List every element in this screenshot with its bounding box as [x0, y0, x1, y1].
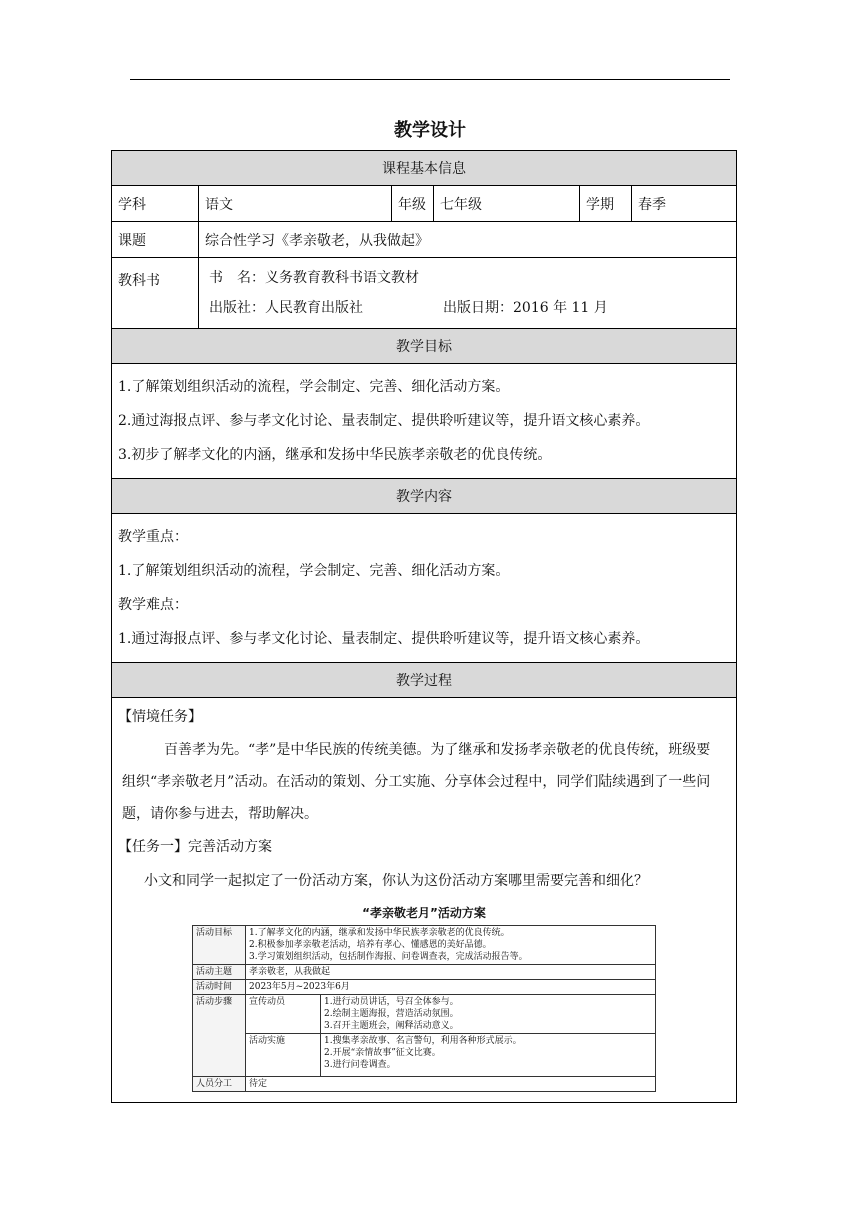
plan-theme-value: 孝亲敬老，从我做起 [246, 965, 656, 980]
plan-staff-value: 待定 [246, 1077, 656, 1092]
publisher-line [209, 293, 608, 323]
activity-plan-title: “孝亲敬老月”活动方案 [362, 906, 486, 920]
section-header-goals: 教学目标 [112, 329, 736, 363]
section-header-process: 教学过程 [112, 663, 736, 697]
plan-time-row [193, 980, 656, 995]
plan-step2-value [321, 1034, 656, 1077]
plan-goal-line: 2.积极参加孝亲敬老活动，培养有孝心、懂感恩的美好品德。 [249, 940, 492, 950]
textbook-row [112, 258, 736, 329]
subject-value: 语文 [198, 186, 391, 221]
plan-step1-label: 宣传动员 [246, 995, 321, 1034]
plan-time-label: 活动时间 [193, 980, 246, 995]
publisher: 出版社：人民教育出版社 [209, 300, 363, 316]
goals-list [112, 364, 736, 478]
plan-theme-label: 活动主题 [193, 965, 246, 980]
topic-value: 综合性学习《孝亲敬老，从我做起》 [198, 222, 736, 257]
subject-label: 学科 [118, 196, 146, 213]
plan-step1-line: 2.绘制主题海报，营造活动氛围。 [324, 1009, 459, 1019]
plan-time-value: 2023年5月~2023年6月 [246, 980, 656, 995]
plan-goal-line: 3.学习策划组织活动，包括制作海报、问卷调查表，完成活动报告等。 [249, 952, 528, 962]
plan-theme-row [193, 965, 656, 980]
activity-plan-table [192, 925, 656, 1092]
content-body-row [112, 514, 736, 663]
process-body-row [112, 698, 736, 1102]
plan-goal-value [246, 926, 656, 965]
textbook-label: 教科书 [118, 273, 160, 289]
section-header-content: 教学内容 [112, 479, 736, 513]
plan-step1-row [193, 995, 656, 1034]
plan-staff-row [193, 1077, 656, 1092]
textbook-info [198, 258, 736, 328]
situation-task-text: 百善孝为先。“孝”是中华民族的传统美德。为了继承和发扬孝亲敬老的优良传统，班级要组织“孝亲敬老月”活动。在活动的策划、分工实施、分享体会过程中，同学们陆续遇到了一些问题，请你参与进去，帮助解决。 [122, 742, 711, 822]
plan-step2-line: 1.搜集孝亲故事、名言警句，利用各种形式展示。 [324, 1036, 522, 1046]
publication-date: 出版日期：2016 年 11 月 [443, 300, 608, 316]
task-one-text: 小文和同学一起拟定了一份活动方案，你认为这份活动方案哪里需要完善和细化？ [144, 873, 648, 889]
term-value: 春季 [631, 186, 736, 221]
situation-task-label: 【情境任务】 [118, 709, 202, 725]
content-header-row [112, 479, 736, 514]
topic-label: 课题 [118, 232, 146, 249]
plan-steps-label: 活动步骤 [193, 995, 246, 1077]
subject-row [112, 186, 736, 222]
plan-staff-label: 人员分工 [193, 1077, 246, 1092]
grade-value: 七年级 [433, 186, 579, 221]
goal-item: 1.了解策划组织活动的流程，学会制定、完善、细化活动方案。 [118, 379, 510, 395]
header-rule [130, 79, 730, 80]
key-point-item: 1.了解策划组织活动的流程，学会制定、完善、细化活动方案。 [118, 563, 510, 579]
content-body [112, 514, 736, 662]
difficulty-label: 教学难点： [118, 597, 188, 613]
goal-item: 3.初步了解孝文化的内涵，继承和发扬中华民族孝亲敬老的优良传统。 [118, 447, 552, 463]
plan-step2-line: 2.开展“亲情故事”征文比赛。 [324, 1048, 441, 1058]
goal-item: 2.通过海报点评、参与孝文化讨论、量表制定、提供聆听建议等，提升语文核心素养。 [118, 413, 650, 429]
lesson-design-table [111, 150, 737, 1103]
book-name: 书 名：义务教育教科书语文教材 [209, 270, 419, 286]
goals-body-row [112, 364, 736, 479]
section-header-basic-info: 课程基本信息 [112, 151, 736, 185]
plan-step2-row [193, 1034, 656, 1077]
task-one-label: 【任务一】完善活动方案 [118, 839, 272, 855]
plan-step1-line: 3.召开主题班会，阐释活动意义。 [324, 1021, 459, 1031]
plan-step2-line: 3.进行问卷调查。 [324, 1060, 396, 1070]
document-title: 教学设计 [394, 120, 466, 141]
topic-row [112, 222, 736, 258]
plan-step2-label: 活动实施 [246, 1034, 321, 1077]
plan-goal-row [193, 926, 656, 965]
key-points-label: 教学重点： [118, 529, 188, 545]
process-body [112, 698, 736, 1102]
term-label: 学期 [579, 186, 631, 221]
plan-goal-line: 1.了解孝文化的内涵，继承和发扬中华民族孝亲敬老的优良传统。 [249, 928, 510, 938]
basic-info-header-row [112, 151, 736, 186]
process-header-row [112, 663, 736, 698]
grade-label: 年级 [391, 186, 433, 221]
difficulty-item: 1.通过海报点评、参与孝文化讨论、量表制定、提供聆听建议等，提升语文核心素养。 [118, 631, 650, 647]
plan-goal-label: 活动目标 [193, 926, 246, 965]
activity-plan-figure [192, 904, 656, 1092]
plan-step1-line: 1.进行动员讲话，号召全体参与。 [324, 997, 459, 1007]
goals-header-row [112, 329, 736, 364]
plan-step1-value [321, 995, 656, 1034]
